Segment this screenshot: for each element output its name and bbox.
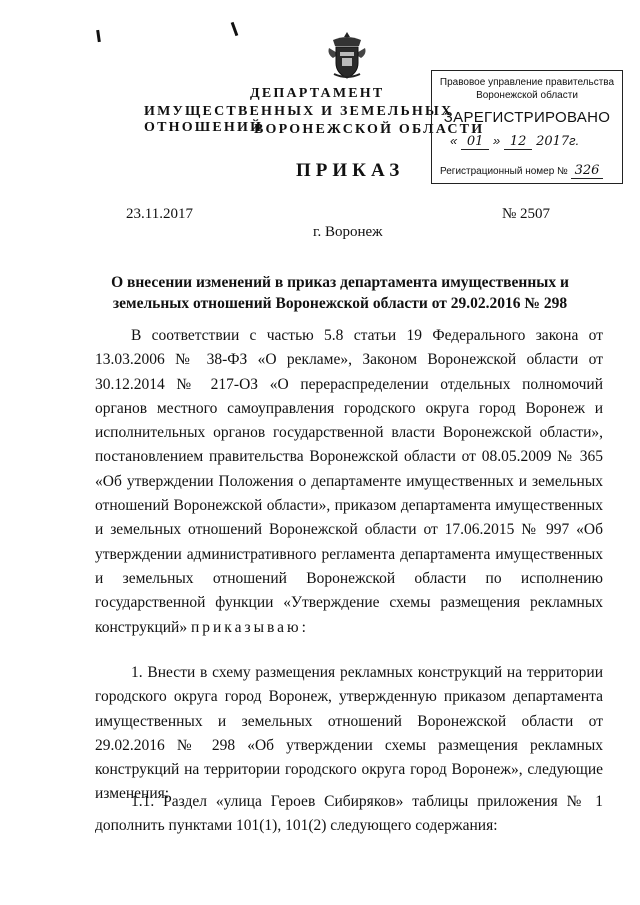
order-city: г. Воронеж xyxy=(313,224,383,240)
department-name-line2: ИМУЩЕСТВЕННЫХ И ЗЕМЕЛЬНЫХ ОТНОШЕНИЙ xyxy=(144,104,454,135)
item-1-1-text: 1.1. Раздел «улица Героев Сибиряков» таблицы приложения № 1 дополнить пунктами 101(1), 101(2) следующего содержания: xyxy=(95,793,603,835)
paragraph-item-1-1 xyxy=(95,790,603,839)
stamp-org-line1: Правовое управление правительства xyxy=(439,77,615,88)
department-name-line1: ДЕПАРТАМЕНТ xyxy=(250,86,385,101)
stamp-date-suffix: г. xyxy=(569,133,580,148)
registration-stamp xyxy=(431,70,623,184)
order-number: № 2507 xyxy=(502,206,551,222)
item-1-text: 1. Внести в схему размещения рекламных конструкций на территории городского округа город Воронеж, утвержденную приказом департамента имущественных и земельных отношений Воронежской области от 29.02.2016 № 298 «Об утверждении схемы размещения рекламных конструкций на территории городского округа город Воронеж», следующие изменения: xyxy=(95,664,603,803)
order-directive: приказываю: xyxy=(190,618,309,636)
stamp-reg-label: Регистрационный номер № xyxy=(440,166,568,177)
preamble-text: В соответствии с частью 5.8 статьи 19 Федерального закона от 13.03.2006 № 38-ФЗ «О рекламе», Законом Воронежской области от 30.12.2014 № 217-ОЗ «О перераспределении отдельных полномочий органов местного самоуправления городского округа город Воронеж и исполнительных органов государственной власти Воронежской области», постановлением правительства Воронежской области от 08.05.2009 № 365 «Об утверждении Положения о департаменте имущественных и земельных отношений Воронежской области», приказом департамента имущественных и земельных отношений Воронежской области от 17.06.2015 № 997 «Об утверждении административного регламента департамента имущественных и земельных отношений Воронежской области по исполнению государственной функции «Утверждение схемы размещения рекламных конструкций» xyxy=(95,327,603,636)
order-date: 23.11.2017 xyxy=(126,206,193,222)
coat-of-arms-icon xyxy=(325,30,369,82)
stamp-org-line2: Воронежской области xyxy=(476,90,578,101)
department-name-line3: ВОРОНЕЖСКОЙ ОБЛАСТИ xyxy=(254,122,485,137)
paragraph-item-1 xyxy=(95,661,603,807)
stamp-registered: ЗАРЕГИСТРИРОВАНО xyxy=(443,109,611,126)
paragraph-preamble xyxy=(95,324,603,640)
stamp-date-year: 2017 xyxy=(536,134,570,149)
order-title: ПРИКАЗ xyxy=(296,160,405,181)
stamp-date-open: « xyxy=(450,133,458,148)
stamp-reg-value: 326 xyxy=(571,163,604,179)
scan-mark xyxy=(96,30,101,42)
stamp-reg-number xyxy=(440,163,620,179)
stamp-date-mid: » xyxy=(493,133,501,148)
stamp-date xyxy=(450,133,620,150)
stamp-date-month: 12 xyxy=(504,134,533,150)
order-heading: О внесении изменений в приказ департамента имущественных и земельных отношений Воронежской области от 29.02.2016 № 298 xyxy=(111,274,569,312)
stamp-date-day: 01 xyxy=(461,134,490,150)
scan-mark xyxy=(231,22,239,36)
